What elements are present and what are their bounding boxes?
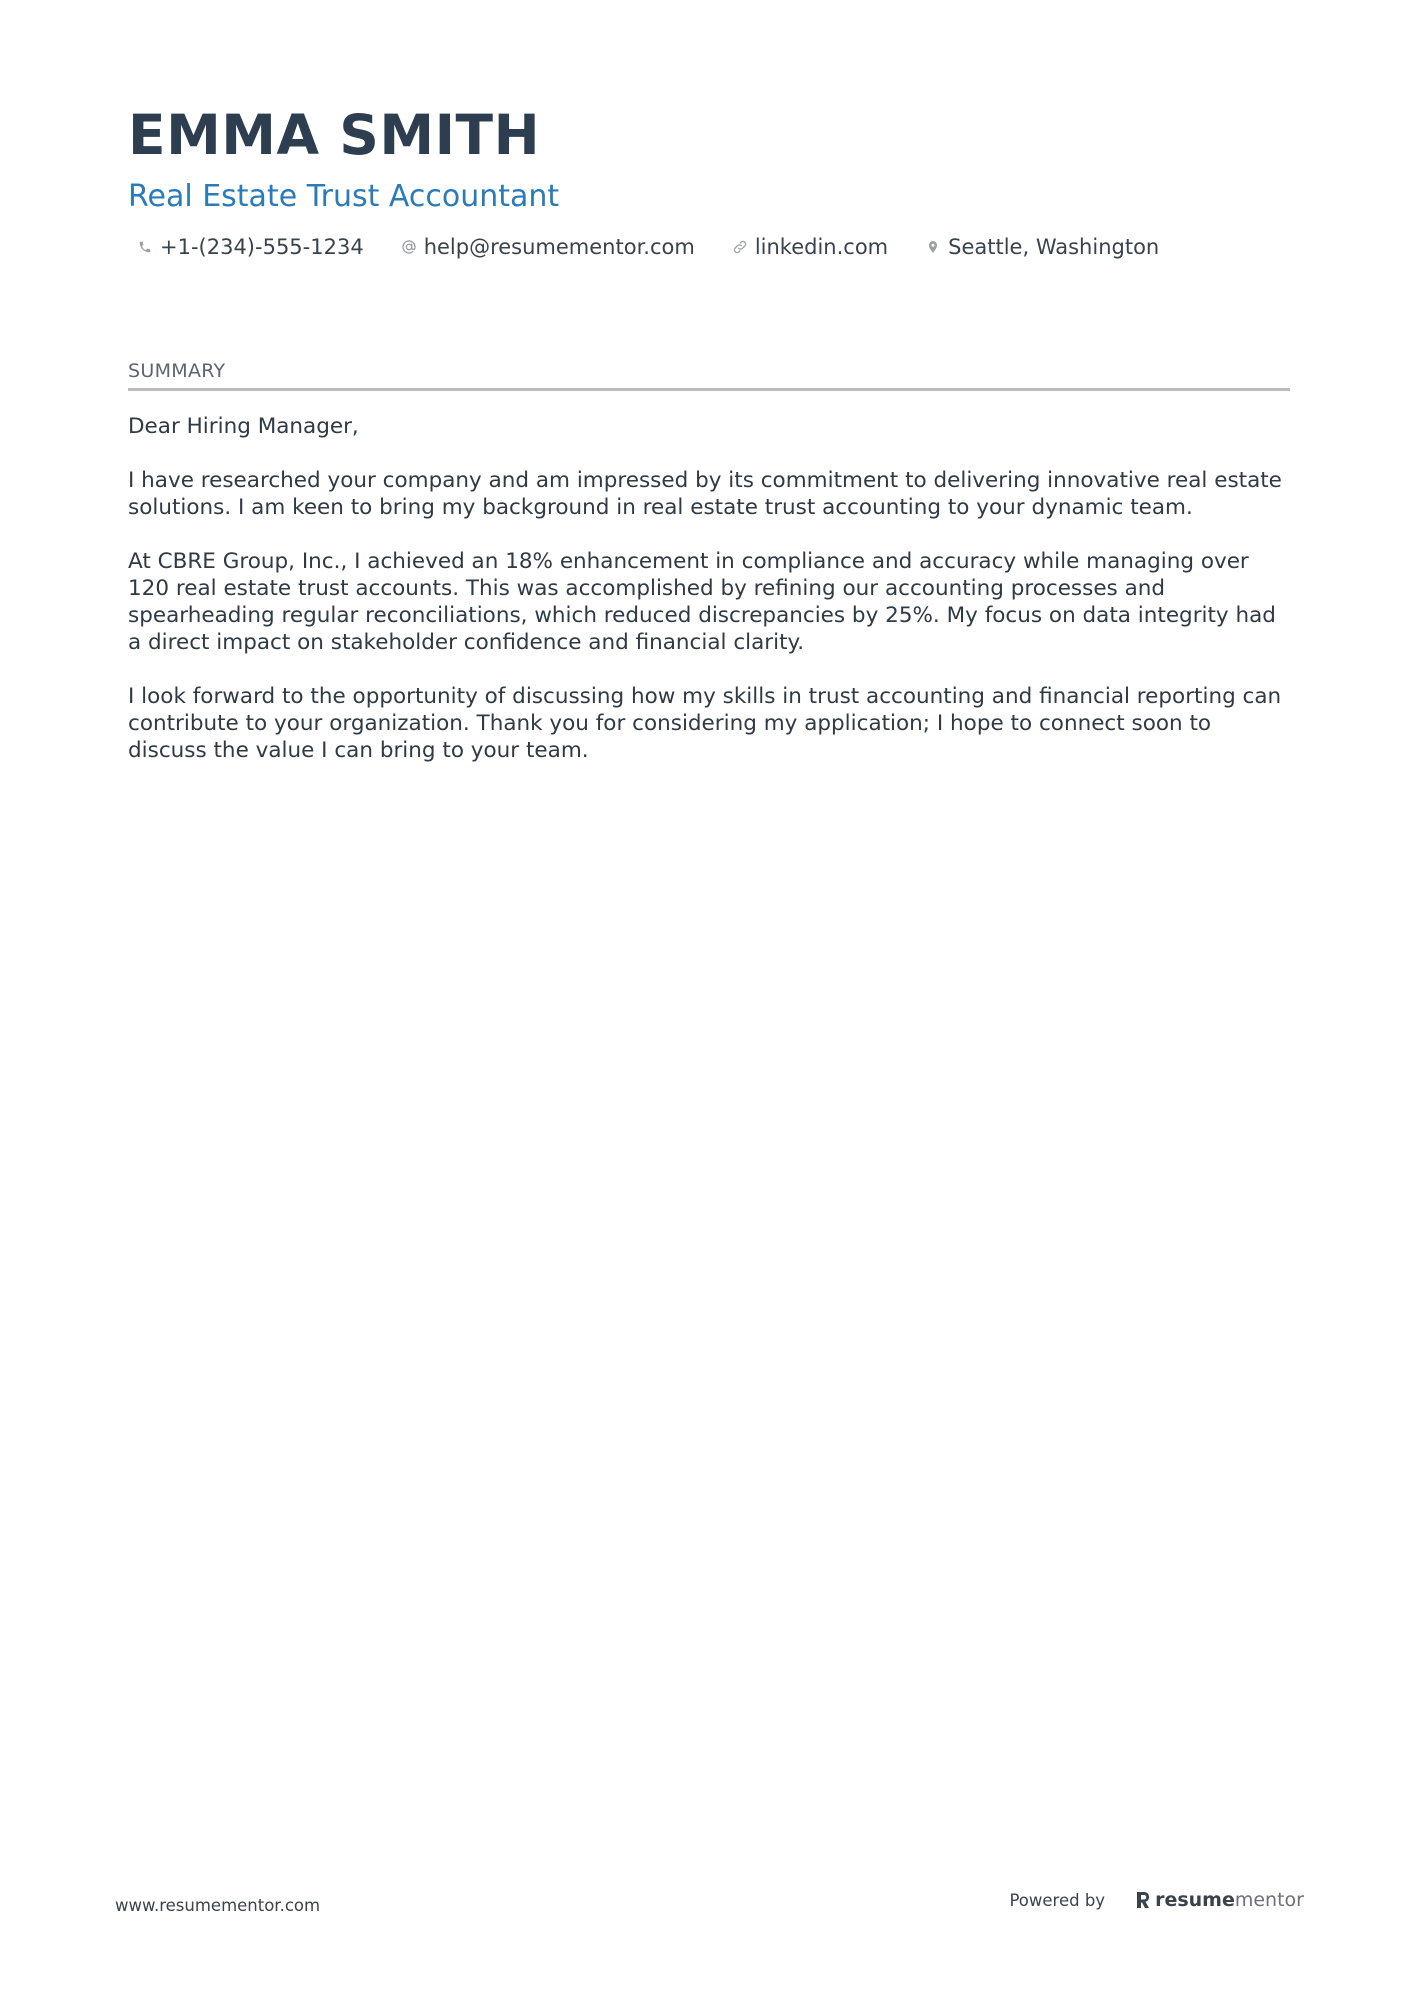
link-icon (731, 238, 749, 256)
job-title: Real Estate Trust Accountant (128, 179, 560, 214)
brand-text-mentor: mentor (1234, 1889, 1304, 1911)
brand-text-resume: resume (1155, 1889, 1235, 1911)
paragraph: I have researched your company and am impressed by its commitment to delivering innovative real estate solutions. I am keen to bring my background in real estate trust accounting to your dynamic team. (128, 468, 1282, 520)
summary-section (128, 360, 1290, 791)
footer-branding (1009, 1889, 1304, 1911)
contact-phone (128, 235, 364, 259)
header (128, 103, 1288, 259)
phone-text: +1-(234)-555-1234 (160, 235, 364, 259)
website-text: linkedin.com (754, 235, 889, 259)
contact-location (916, 235, 1159, 259)
greeting: Dear Hiring Manager, (128, 414, 359, 439)
email-text: help@resumementor.com (423, 235, 695, 259)
at-icon (400, 238, 418, 256)
paragraph: I look forward to the opportunity of discussing how my skills in trust accounting and financial reporting can contribute to your organization. Thank you for considering my application; I hope to connect soon to discuss the value I can bring to your team. (128, 684, 1282, 763)
section-heading: SUMMARY (128, 360, 1290, 391)
powered-by-label: Powered by (1009, 1890, 1106, 1910)
contact-email (392, 235, 695, 259)
contact-bar (128, 235, 1288, 259)
contact-website (723, 235, 888, 259)
brand-logo[interactable] (1135, 1889, 1304, 1911)
location-text: Seattle, Washington (948, 235, 1160, 259)
footer-website[interactable]: www.resumementor.com (115, 1896, 321, 1915)
resumementor-logo-icon (1135, 1890, 1151, 1910)
phone-icon (136, 238, 154, 256)
candidate-name: EMMA SMITH (128, 103, 541, 167)
paragraph: At CBRE Group, Inc., I achieved an 18% enhancement in compliance and accuracy while managing over 120 real estate trust accounts. This was accomplished by refining our accounting processes and spearheading regular reconciliations, which reduced discrepancies by 25%. My focus on data integrity had a direct impact on stakeholder confidence and financial clarity. (128, 549, 1276, 655)
location-pin-icon (924, 238, 942, 256)
cover-letter-body (128, 413, 1290, 764)
